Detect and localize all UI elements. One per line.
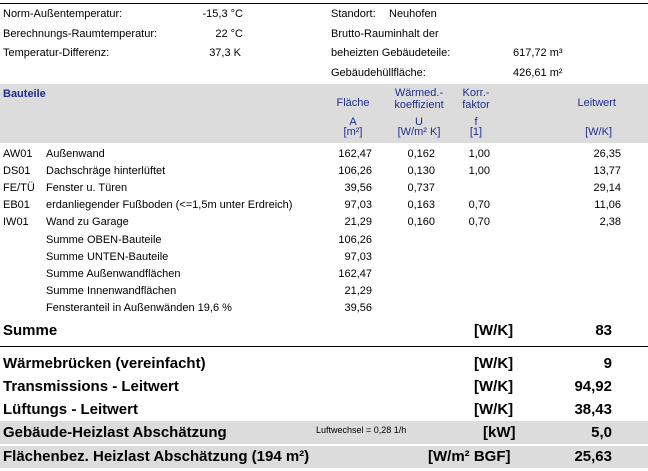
- sum-area: 39,56: [344, 302, 372, 314]
- sum-area: 97,03: [344, 251, 372, 263]
- row-area: 39,56: [344, 182, 372, 194]
- top-rule: [0, 3, 648, 4]
- summe-value: 83: [595, 322, 612, 339]
- luftwechsel-note: Luftwechsel = 0,28 1/h: [316, 425, 407, 435]
- col-u-sym: U: [415, 116, 423, 128]
- col-u-title2: koeffizient: [394, 99, 444, 111]
- col-u-unit: [W/m² K]: [397, 126, 441, 138]
- result-value: 94,92: [574, 378, 612, 395]
- standort-value: Neuhofen: [389, 8, 437, 20]
- row-u: 0,160: [407, 216, 435, 228]
- brutto-label-line1: Brutto-Rauminhalt der: [331, 28, 439, 40]
- row-u: 0,737: [407, 182, 435, 194]
- result-value: 9: [603, 355, 612, 372]
- col-korr-unit: [1]: [469, 126, 483, 138]
- room-temp-label: Berechnungs-Raumtemperatur:: [3, 28, 158, 40]
- row-code: FE/TÜ: [3, 182, 35, 194]
- col-u-title1: Wärmed.-: [394, 87, 444, 99]
- heizlast-value: 5,0: [591, 424, 612, 441]
- huell-value: 426,61 m²: [513, 67, 563, 79]
- huell-label: Gebäudehüllfläche:: [331, 67, 426, 79]
- col-korr-title2: faktor: [462, 99, 490, 111]
- result-label: Lüftungs - Leitwert: [3, 401, 138, 418]
- heizlast-label: Gebäude-Heizlast Abschätzung: [3, 424, 227, 441]
- result-unit: [W/K]: [474, 378, 514, 395]
- row-name: Fenster u. Türen: [46, 182, 128, 194]
- sum-label: Summe UNTEN-Bauteile: [46, 251, 169, 263]
- summe-rule: [0, 346, 648, 347]
- row-f: 1,00: [468, 165, 490, 177]
- row-f: 0,70: [468, 216, 490, 228]
- row-name: erdanliegender Fußboden (<=1,5m unter Erdreich): [46, 199, 293, 211]
- temp-diff-value: 37,3 K: [209, 47, 241, 59]
- sum-label: Summe Außenwandflächen: [46, 268, 181, 280]
- column-header-band: [0, 84, 648, 143]
- flaechenbez-label: Flächenbez. Heizlast Abschätzung (194 m²): [3, 448, 310, 465]
- brutto-value: 617,72 m³: [513, 47, 563, 59]
- row-leitwert: 2,38: [599, 216, 621, 228]
- result-label: Wärmebrücken (vereinfacht): [3, 355, 206, 372]
- col-bauteile: Bauteile: [3, 88, 46, 100]
- sum-area: 162,47: [338, 268, 372, 280]
- flaechenbez-value: 25,63: [574, 448, 612, 465]
- row-u: 0,163: [407, 199, 435, 211]
- sum-label: Summe OBEN-Bauteile: [46, 234, 162, 246]
- row-leitwert: 26,35: [593, 148, 621, 160]
- row-code: EB01: [3, 199, 30, 211]
- row-u: 0,130: [407, 165, 435, 177]
- norm-temp-label: Norm-Außentemperatur:: [3, 8, 123, 20]
- row-leitwert: 13,77: [593, 165, 621, 177]
- col-flaeche-unit: [m²]: [343, 126, 363, 138]
- sum-label: Fensteranteil in Außenwänden 19,6 %: [46, 302, 232, 314]
- row-f: 1,00: [468, 148, 490, 160]
- result-label: Transmissions - Leitwert: [3, 378, 179, 395]
- row-leitwert: 11,06: [594, 199, 621, 211]
- sum-area: 106,26: [338, 234, 372, 246]
- row-area: 162,47: [338, 148, 372, 160]
- row-area: 97,03: [344, 199, 372, 211]
- row-code: AW01: [3, 148, 33, 160]
- col-flaeche-title: Fläche: [336, 97, 370, 109]
- row-name: Dachschräge hinterlüftet: [46, 165, 166, 177]
- summe-unit: [W/K]: [474, 322, 514, 339]
- sum-label: Summe Innenwandflächen: [46, 285, 177, 297]
- room-temp-value: 22 °C: [215, 28, 243, 40]
- norm-temp-value: -15,3 °C: [202, 8, 243, 20]
- row-name: Außenwand: [46, 148, 105, 160]
- row-area: 106,26: [338, 165, 372, 177]
- row-code: IW01: [3, 216, 29, 228]
- col-leitwert-unit: [W/K]: [585, 126, 612, 138]
- row-area: 21,29: [344, 216, 372, 228]
- standort-label: Standort:: [331, 8, 376, 20]
- heizlast-unit: [kW]: [483, 424, 516, 441]
- row-name: Wand zu Garage: [46, 216, 129, 228]
- flaechenbez-unit: [W/m² BGF]: [428, 448, 511, 465]
- result-unit: [W/K]: [474, 401, 514, 418]
- summe-label: Summe: [3, 322, 58, 339]
- col-leitwert-title: Leitwert: [577, 97, 616, 109]
- temp-diff-label: Temperatur-Differenz:: [3, 47, 110, 59]
- row-f: 0,70: [468, 199, 490, 211]
- col-korr-sym: f: [474, 116, 478, 128]
- col-korr-title1: Korr.-: [462, 87, 490, 99]
- sum-area: 21,29: [344, 285, 372, 297]
- result-value: 38,43: [574, 401, 612, 418]
- result-unit: [W/K]: [474, 355, 514, 372]
- row-u: 0,162: [407, 148, 435, 160]
- col-flaeche-sym: A: [349, 116, 357, 128]
- brutto-label-line2: beheizten Gebäudeteile:: [331, 47, 451, 59]
- row-leitwert: 29,14: [593, 182, 621, 194]
- row-code: DS01: [3, 165, 31, 177]
